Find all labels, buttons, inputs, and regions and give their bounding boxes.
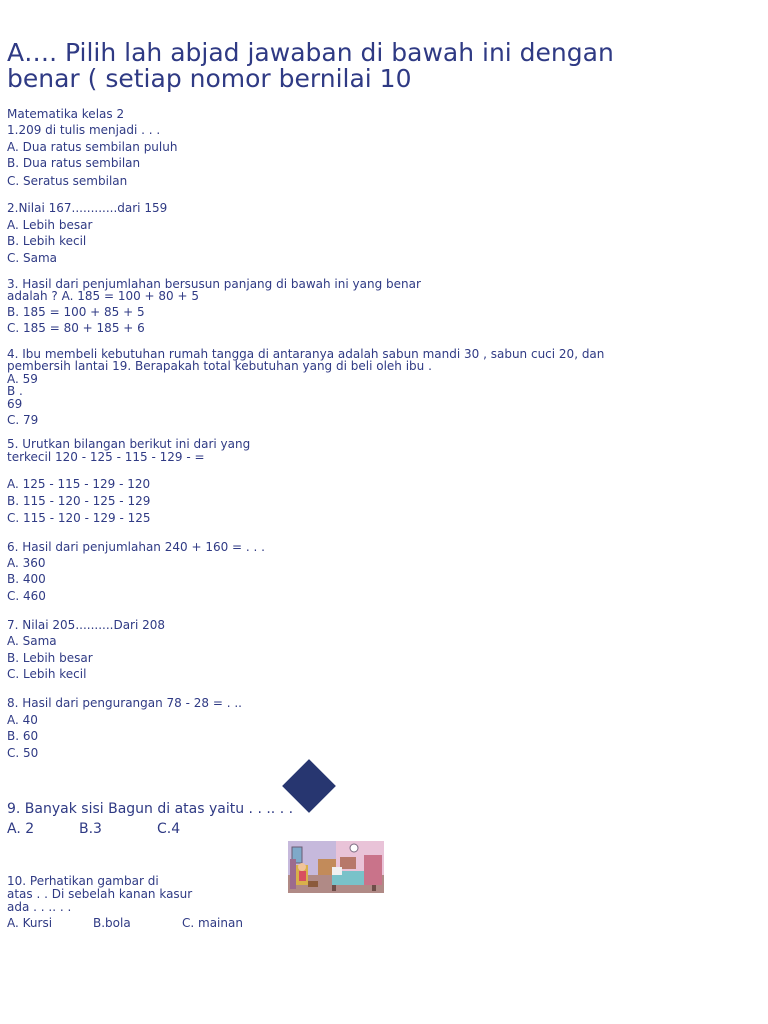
q8-option-b: B. 60 [7, 729, 39, 743]
q7-option-a: A. Sama [7, 634, 57, 648]
question-9: 9. Banyak sisi Bagun di atas yaitu . . .. . . [7, 801, 294, 817]
question-5-line-2: terkecil 120 - 125 - 115 - 129 - = [7, 450, 205, 464]
question-3-line-2: adalah ? A. 185 = 100 + 80 + 5 [7, 289, 200, 303]
q4-option-c: C. 79 [7, 413, 39, 427]
q9-option-a: A. 2 [7, 821, 35, 837]
question-10-line-3: ada . . .. . . [7, 900, 72, 914]
bedroom-illustration-icon [288, 841, 384, 893]
q5-option-b: B. 115 - 120 - 125 - 129 [7, 494, 151, 508]
question-5-line-1: 5. Urutkan bilangan berikut ini dari yang [7, 437, 251, 451]
q4-option-b: B . [7, 384, 23, 398]
q8-option-a: A. 40 [7, 713, 38, 727]
q1-option-c: C. Seratus sembilan [7, 174, 128, 188]
q9-option-b: B.3 [79, 821, 102, 837]
q5-option-a: A. 125 - 115 - 129 - 120 [7, 477, 151, 491]
q4-option-a: A. 59 [7, 372, 38, 386]
q7-option-b: B. Lebih besar [7, 651, 93, 665]
q1-option-a: A. Dua ratus sembilan puluh [7, 140, 178, 154]
q8-option-c: C. 50 [7, 746, 39, 760]
page-title-line-1: A…. Pilih lah abjad jawaban di bawah ini dengan [7, 38, 614, 67]
question-6: 6. Hasil dari penjumlahan 240 + 160 = . . . [7, 540, 265, 554]
q9-option-c: C.4 [157, 821, 181, 837]
q6-option-a: A. 360 [7, 556, 46, 570]
subtitle: Matematika kelas 2 [7, 107, 125, 121]
q10-option-b: B.bola [93, 916, 131, 930]
question-10-line-2: atas . . Di sebelah kanan kasur [7, 887, 193, 901]
q2-option-b: B. Lebih kecil [7, 234, 87, 248]
question-4-line-1: 4. Ibu membeli kebutuhan rumah tangga di antaranya adalah sabun mandi 30 , sabun cuci 20, dan [7, 347, 605, 361]
question-3-line-1: 3. Hasil dari penjumlahan bersusun panjang di bawah ini yang benar [7, 277, 421, 291]
question-2: 2.Nilai 167............dari 159 [7, 201, 168, 215]
question-10-line-1: 10. Perhatikan gambar di [7, 874, 159, 888]
q1-option-b: B. Dua ratus sembilan [7, 156, 141, 170]
question-4-line-2: pembersih lantai 19. Berapakah total kebutuhan yang di beli oleh ibu . [7, 359, 432, 373]
q3-option-b: B. 185 = 100 + 85 + 5 [7, 305, 145, 319]
question-8: 8. Hasil dari pengurangan 78 - 28 = . .. [7, 696, 242, 710]
q3-option-c: C. 185 = 80 + 185 + 6 [7, 321, 145, 335]
q2-option-c: C. Sama [7, 251, 58, 265]
question-1: 1.209 di tulis menjadi . . . [7, 123, 161, 137]
page-title-line-2: benar ( setiap nomor bernilai 10 [7, 64, 412, 93]
q10-option-a: A. Kursi [7, 916, 53, 930]
q5-option-c: C. 115 - 120 - 129 - 125 [7, 511, 151, 525]
question-7: 7. Nilai 205..........Dari 208 [7, 618, 166, 632]
q6-option-c: C. 460 [7, 589, 46, 603]
q10-option-c: C. mainan [182, 916, 243, 930]
q4-option-b-value: 69 [7, 397, 23, 411]
q7-option-c: C. Lebih kecil [7, 667, 87, 681]
q6-option-b: B. 400 [7, 572, 46, 586]
q2-option-a: A. Lebih besar [7, 218, 93, 232]
